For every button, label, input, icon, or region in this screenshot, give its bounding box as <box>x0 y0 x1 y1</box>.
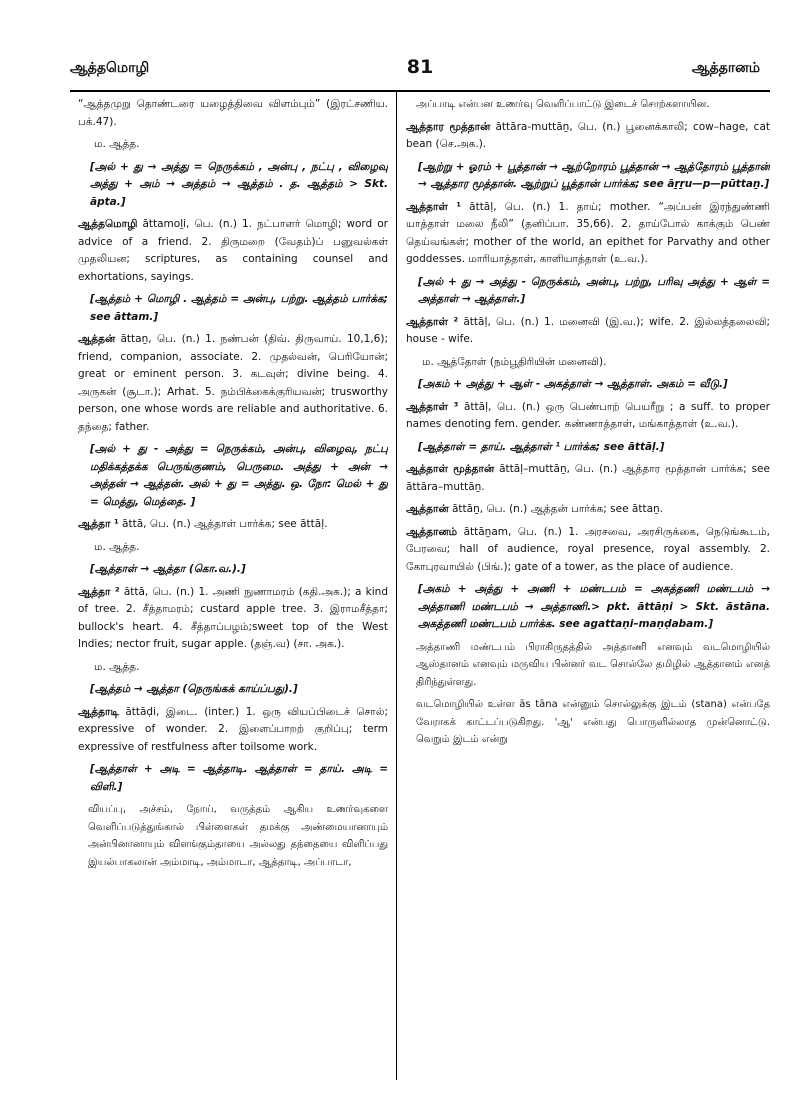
entry-definition: āttāḷ–muttāṉ, பெ. (n.) ஆத்தார மூத்தான் பார்க்க; see āttāra–muttāṉ. <box>406 463 770 493</box>
entry-headword: ஆத்தமொழி <box>78 218 138 230</box>
dictionary-entry <box>406 199 770 269</box>
commentary-paragraph: அப்பாடி என்பன உணர்வு வெளிப்பாட்டு இடைச் சொற்களாயின. <box>416 99 710 110</box>
entry-headword: ஆத்தானம் <box>406 525 458 538</box>
dictionary-entry <box>406 501 770 519</box>
cognate-note: ம. ஆத்த. <box>94 660 140 673</box>
entry-definition: āttāṉam, பெ. (n.) 1. அரசவை, அரசிருக்கை, நெடுங்கூடம், பேரவை; hall of audience, royal presence, royal assembly. 2. கோபுரவாயில் (பிங்.); gate of a tower, as the place of audience. <box>406 525 770 573</box>
entry-definition: āttāṉ, பெ. (n.) ஆத்தன் பார்க்க; see āttaṉ. <box>451 503 663 515</box>
entry-definition: āttaṉ, பெ. (n.) 1. நண்பன் (திவ். திருவாய். 10,1,6); friend, companion, associate. 2. முதல்வன், பெரியோன்; great or eminent person. 3. கடவுள்; divine being. 4. அருகன் (சூடா.); Arhat. 5. நம்பிக்கைக்குரியவன்; trusworthy person, one whose words are reliable and authoritative. 6. தந்தை; father. <box>78 333 388 433</box>
etymology-note: [ஆத்தம் → ஆத்தா (நெருங்கக் காய்ப்பது).] <box>90 683 298 695</box>
dictionary-entry <box>406 461 770 496</box>
dictionary-entry <box>406 399 770 434</box>
etymology-note: [ஆத்தம் + மொழி . ஆத்தம் = அன்பு, பற்று. ஆத்தம் பார்க்க; see āttam.] <box>90 293 388 323</box>
etymology-note: [அகம் + அத்து + அணி + மண்டபம் = அகத்தணி மண்டபம் → அத்தாணி மண்டபம் → அத்தாணி.> pkt. āttāṇi > Skt. āstāna. அகத்தணி மண்டபம் பார்க்க. see agattaṇi–maṇḍabam.] <box>418 583 770 630</box>
dictionary-entry <box>78 331 388 436</box>
etymology-note: [அகம் + அத்து + ஆள் - அகத்தாள் → ஆத்தாள். அகம் = வீடு.] <box>418 378 728 390</box>
entry-headword: ஆத்தாடி <box>78 705 119 718</box>
dictionary-entry <box>78 516 388 534</box>
entry-headword: ஆத்தான் <box>406 503 449 515</box>
entry-definition: āttāḍi, இடை. (inter.) 1. ஒரு வியப்பிடைச் சொல்; expressive of wonder. 2. இளைப்பாறற் குறிப்பு; term expressive of restfulness after toilsome work. <box>78 705 388 753</box>
etymology-note: [ஆத்தாள் = தாய். ஆத்தாள் ¹ பார்க்க; see āttāḷ.] <box>418 440 665 453</box>
header-left-guide-word: ஆத்தமொழி <box>70 60 150 76</box>
entry-definition: āttā, பெ. (n.) ஆத்தாள் பார்க்க; see āttāḷ. <box>122 518 328 530</box>
entry-definition: āttāḷ, பெ. (n.) 1. தாய்; mother. “அப்பன் இரந்துண்ணி யாத்தாள் மலை நீலி” (தனிப்பா. 35,66). 2. தாய்போல் காக்கும் பெண் தெய்வங்கள்; mother of the world, an epithet for Parvathy and other goddesses. மாரியாத்தாள், காளியாத்தாள் (உ.வ.). <box>406 200 770 265</box>
quotation-text: “ஆத்தமுறு தொண்டரை யழைத்திவை விளம்பும்” (இரட்சணிய. பக்.47). <box>78 98 388 128</box>
cognate-note: ம. ஆத்த. <box>94 138 140 150</box>
dictionary-entry <box>78 584 388 654</box>
entry-headword: ஆத்தாள் மூத்தான் <box>406 463 495 475</box>
entry-headword: ஆத்தார மூத்தான் <box>406 120 491 133</box>
header-right-guide-word: ஆத்தானம் <box>691 60 760 76</box>
left-column <box>78 96 388 1090</box>
dictionary-entry <box>406 524 770 577</box>
etymology-note: [ஆற்று + ஓரம் + பூத்தான் → ஆற்றோரம் பூத்தான் → ஆத்தோரம் பூத்தான் → ஆத்தார மூத்தான். ஆற்றுப் பூத்தான் பார்க்க; see āṟṟu—p—pūttaṉ.] <box>418 160 770 190</box>
right-column <box>406 96 770 1090</box>
commentary-paragraph: வடமொழியில் உள்ள ās tāna என்னும் சொல்லுக்கு இடம் (stana) என்பதே வேராகக் காட்டப்படுகிறது. 'ஆ' என்பது பொருளில்லாத முன்னொட்டு. வெறும் இடம் என்று <box>416 699 770 745</box>
etymology-note: [ஆத்தாள் → ஆத்தா (கொ.வ.).] <box>90 563 246 575</box>
entry-definition: āttāḷ, பெ. (n.) ஒரு பெண்பாற் பெயரீறு ; a suff. to proper names denoting fem. gender. கண்ணாத்தாள், மங்காத்தாள் (உ.வ.). <box>406 400 770 430</box>
dictionary-entry <box>78 216 388 286</box>
dictionary-entry <box>406 119 770 154</box>
page-header <box>70 56 770 86</box>
entry-definition: āttāḷ, பெ. (n.) 1. மனைவி (இ.வ.); wife. 2. இல்லத்தலைவி; house - wife. <box>406 315 770 345</box>
commentary-paragraph: வியப்பு, அச்சம், நோய், வருத்தம் ஆகிய உணர்வுகளை வெளிப்படுத்துங்கால் பிள்ளைகள் தமக்கு அண்மையானாயும் அன்பினானாயும் விளங்கும்தாயை அல்லது தந்தையை விளிப்பது இயல்பாகலான் அம்மாடி, அம்மாடா, ஆத்தாடி, அப்பாடா, <box>88 804 388 868</box>
etymology-note: [அல் + து - அத்து = நெருக்கம், அன்பு, விழைவு, நட்பு மதிக்கத்தக்க பெருங்குணம், பெருமை. அத்து + அன் → அத்தன் → ஆத்தன். அல் + து = அத்து. ஒ. நோ: மெல் + து = மெத்து, மெத்தை. ] <box>90 443 388 508</box>
page-number: 81 <box>406 56 434 78</box>
entry-headword: ஆத்தாள் ¹ <box>406 200 461 213</box>
etymology-note: [அல் + து → அத்து = நெருக்கம் , அன்பு , நட்பு , விழைவு அத்து + அம் → அத்தம் → ஆத்தம் . த. ஆத்தம் > Skt. āpta.] <box>90 160 388 208</box>
entry-headword: ஆத்தா ¹ <box>78 518 119 530</box>
entry-headword: ஆத்தா ² <box>78 585 120 598</box>
cognate-note: ம. ஆத்த. <box>94 540 140 553</box>
entry-definition: āttamoḻi, பெ. (n.) 1. நட்பாளர் மொழி; word or advice of a friend. 2. திருமறை (வேதம்)ப் பனுவல்கள் முதலியன; scriptures, as containing counsel and exhortations, sayings. <box>78 218 388 283</box>
entry-headword: ஆத்தன் <box>78 333 116 345</box>
dictionary-entry <box>406 314 770 349</box>
entry-headword: ஆத்தாள் ³ <box>406 400 459 413</box>
commentary-paragraph: அத்தாணி மண்டபம் பிராகிருதத்தில் அத்தாணி எனவும் வடமொழியில் ஆஸ்தானம் எனவும் மருவிய பின்னர் வட சொல்லே தமிழில் ஆத்தானம் எனத் திரிந்துள்ளது. <box>416 641 770 688</box>
entry-headword: ஆத்தாள் ² <box>406 315 459 328</box>
header-rule <box>70 90 770 92</box>
column-divider <box>396 92 397 1080</box>
etymology-note: [ஆத்தாள் + அடி = ஆத்தாடி. ஆத்தாள் = தாய். அடி = விளி.] <box>90 763 388 793</box>
etymology-note: [அல் + து → அத்து - நெருக்கம், அன்பு, பற்று, பரிவு அத்து + ஆள் = அத்தாள் → ஆத்தாள்.] <box>418 275 770 305</box>
dictionary-entry <box>78 704 388 757</box>
cognate-note: ம. ஆத்தோள் (நம்பூதிரியின் மனைவி). <box>422 355 607 368</box>
entry-definition: āttāra-muttāṉ, பெ. (n.) பூனைக்காலி; cow–hage, cat bean (செ.அக.). <box>406 120 770 150</box>
entry-definition: āttā, பெ. (n.) 1. அணி நுணாமரம் (கதி.அக.); a kind of tree. 2. சீத்தாமரம்; custard apple tree. 3. இராமசீத்தா; bullock's heart. 4. சீத்தாப்பழம்;sweet top of the West Indies; nector fruit, sugar apple. (தஞ்.வ) (சா. அக.). <box>78 585 388 650</box>
